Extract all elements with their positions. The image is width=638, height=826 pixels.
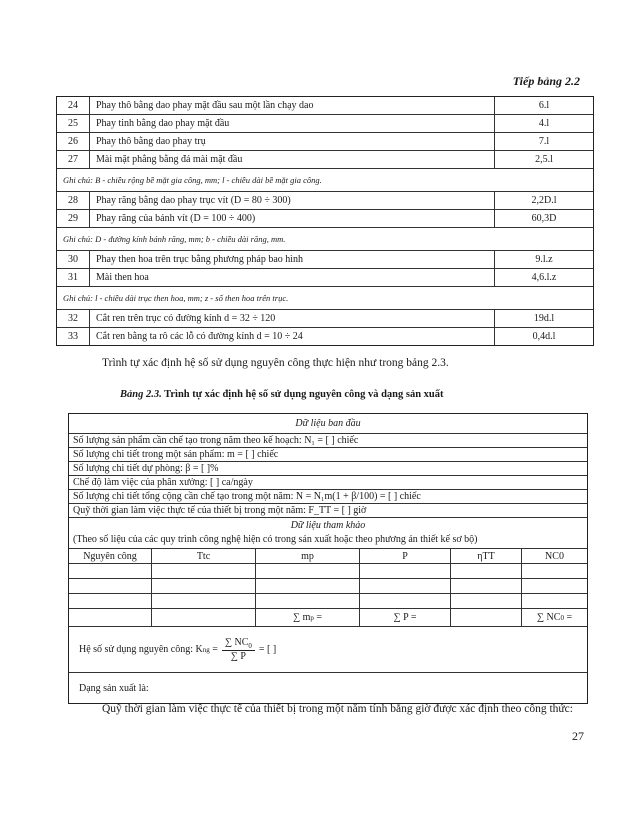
initial-data-row: Quỹ thời gian làm việc thực tế của thiết bị trong một năm: F_TT = [ ] giờ bbox=[69, 504, 587, 518]
empty-row bbox=[69, 579, 587, 594]
column-header: NC0 bbox=[545, 550, 564, 562]
production-type-row: Dạng sản xuất là: bbox=[79, 682, 149, 694]
table-continuation-label: Tiếp bảng 2.2 bbox=[512, 74, 580, 88]
column-header-row bbox=[69, 549, 587, 564]
reference-data-header: Dữ liệu tham khảo bbox=[290, 520, 366, 531]
column-header: ηTT bbox=[451, 549, 522, 563]
body-paragraph: Quỹ thời gian làm việc thực tế của thiết bị trong một năm tính bằng giờ được xác định theo công thức: bbox=[102, 703, 573, 715]
table-row: 32 Cắt ren trên trục có đường kính d = 32 ÷ 120 19d.l bbox=[57, 310, 593, 328]
table-row: 27 Mài mặt phẳng bằng đá mài mặt đầu 2,5.l bbox=[57, 151, 593, 169]
table-row: 26 Phay thô bằng dao phay trụ 7.l bbox=[57, 133, 593, 151]
table-row: 31 Mài then hoa 4,6.l.z bbox=[57, 269, 593, 287]
sum-nc: ∑ NC 0 = bbox=[536, 612, 573, 623]
table-note: Ghi chú: B - chiều rộng bề mặt gia công, mm; l - chiều dài bề mặt gia công. bbox=[57, 169, 593, 192]
initial-data-header: Dữ liệu ban đầu bbox=[69, 414, 587, 434]
column-header: P bbox=[360, 549, 451, 563]
table-note: Ghi chú: l - chiều dài trục then hoa, mm; z - số then hoa trên trục. bbox=[57, 287, 593, 310]
initial-data-row: Chế độ làm việc của phân xưởng: [ ] ca/ngày bbox=[69, 476, 587, 490]
initial-data-row: Số lượng sản phẩm cần chế tạo trong năm theo kế hoạch: N₁ = [ ] chiếc bbox=[69, 434, 587, 448]
sum-row bbox=[69, 609, 587, 627]
fraction: $\frac{\sum NC_0}{\sum P}$ bbox=[222, 637, 255, 662]
column-header: Ttc bbox=[152, 549, 256, 563]
sum-mp: ∑ m p = bbox=[256, 609, 360, 626]
usage-coefficient-formula: Hệ số sử dụng nguyên công: K ng = $\frac{\sum NC_0}{\sum P}$ = [ ] bbox=[69, 627, 587, 673]
table-note: Ghi chú: D - đường kính bánh răng, mm; b - chiều dài răng, mm. bbox=[57, 228, 593, 251]
column-header: Nguyên công bbox=[69, 549, 152, 563]
empty-row bbox=[69, 564, 587, 579]
table-2-3-title: Bảng 2.3. Trình tự xác định hệ số sử dụng nguyên công và dạng sản xuất bbox=[120, 389, 444, 400]
body-paragraph: Trình tự xác định hệ số sử dụng nguyên công thực hiện như trong bảng 2.3. bbox=[102, 357, 449, 369]
table-row: 25 Phay tinh bằng dao phay mặt đầu 4.l bbox=[57, 115, 593, 133]
initial-data-row: Số lượng chi tiết tổng cộng cần chế tạo trong một năm: N = N₁m(1 + β/100) = [ ] chiếc bbox=[69, 490, 587, 504]
page-number: 27 bbox=[572, 729, 584, 743]
table-row: 30 Phay then hoa trên trục bằng phương pháp bao hình 9.l.z bbox=[57, 251, 593, 269]
sum-p: ∑ P = bbox=[360, 609, 451, 626]
empty-row bbox=[69, 594, 587, 609]
reference-data-note: (Theo số liệu của các quy trình công nghệ hiện có trong sản xuất hoặc theo phương án thiết kế sơ bộ) bbox=[69, 533, 587, 549]
initial-data-row: Số lượng chi tiết trong một sản phẩm: m = [ ] chiếc bbox=[69, 448, 587, 462]
table-2-2-continuation bbox=[56, 96, 594, 346]
table-row: 28 Phay răng bằng dao phay trục vít (D = 80 ÷ 300) 2,2D.l bbox=[57, 192, 593, 210]
table-2-3 bbox=[68, 413, 588, 704]
column-header: mp bbox=[256, 549, 360, 563]
table-row: 24 Phay thô bằng dao phay mặt đầu sau một lần chạy dao 6.l bbox=[57, 97, 593, 115]
table-row: 29 Phay răng của bánh vít (D = 100 ÷ 400) 60,3D bbox=[57, 210, 593, 228]
table-row: 33 Cắt ren bằng ta rô các lỗ có đường kính d = 10 ÷ 24 0,4d.l bbox=[57, 328, 593, 345]
initial-data-row: Số lượng chi tiết dự phòng: β = [ ]% bbox=[69, 462, 587, 476]
